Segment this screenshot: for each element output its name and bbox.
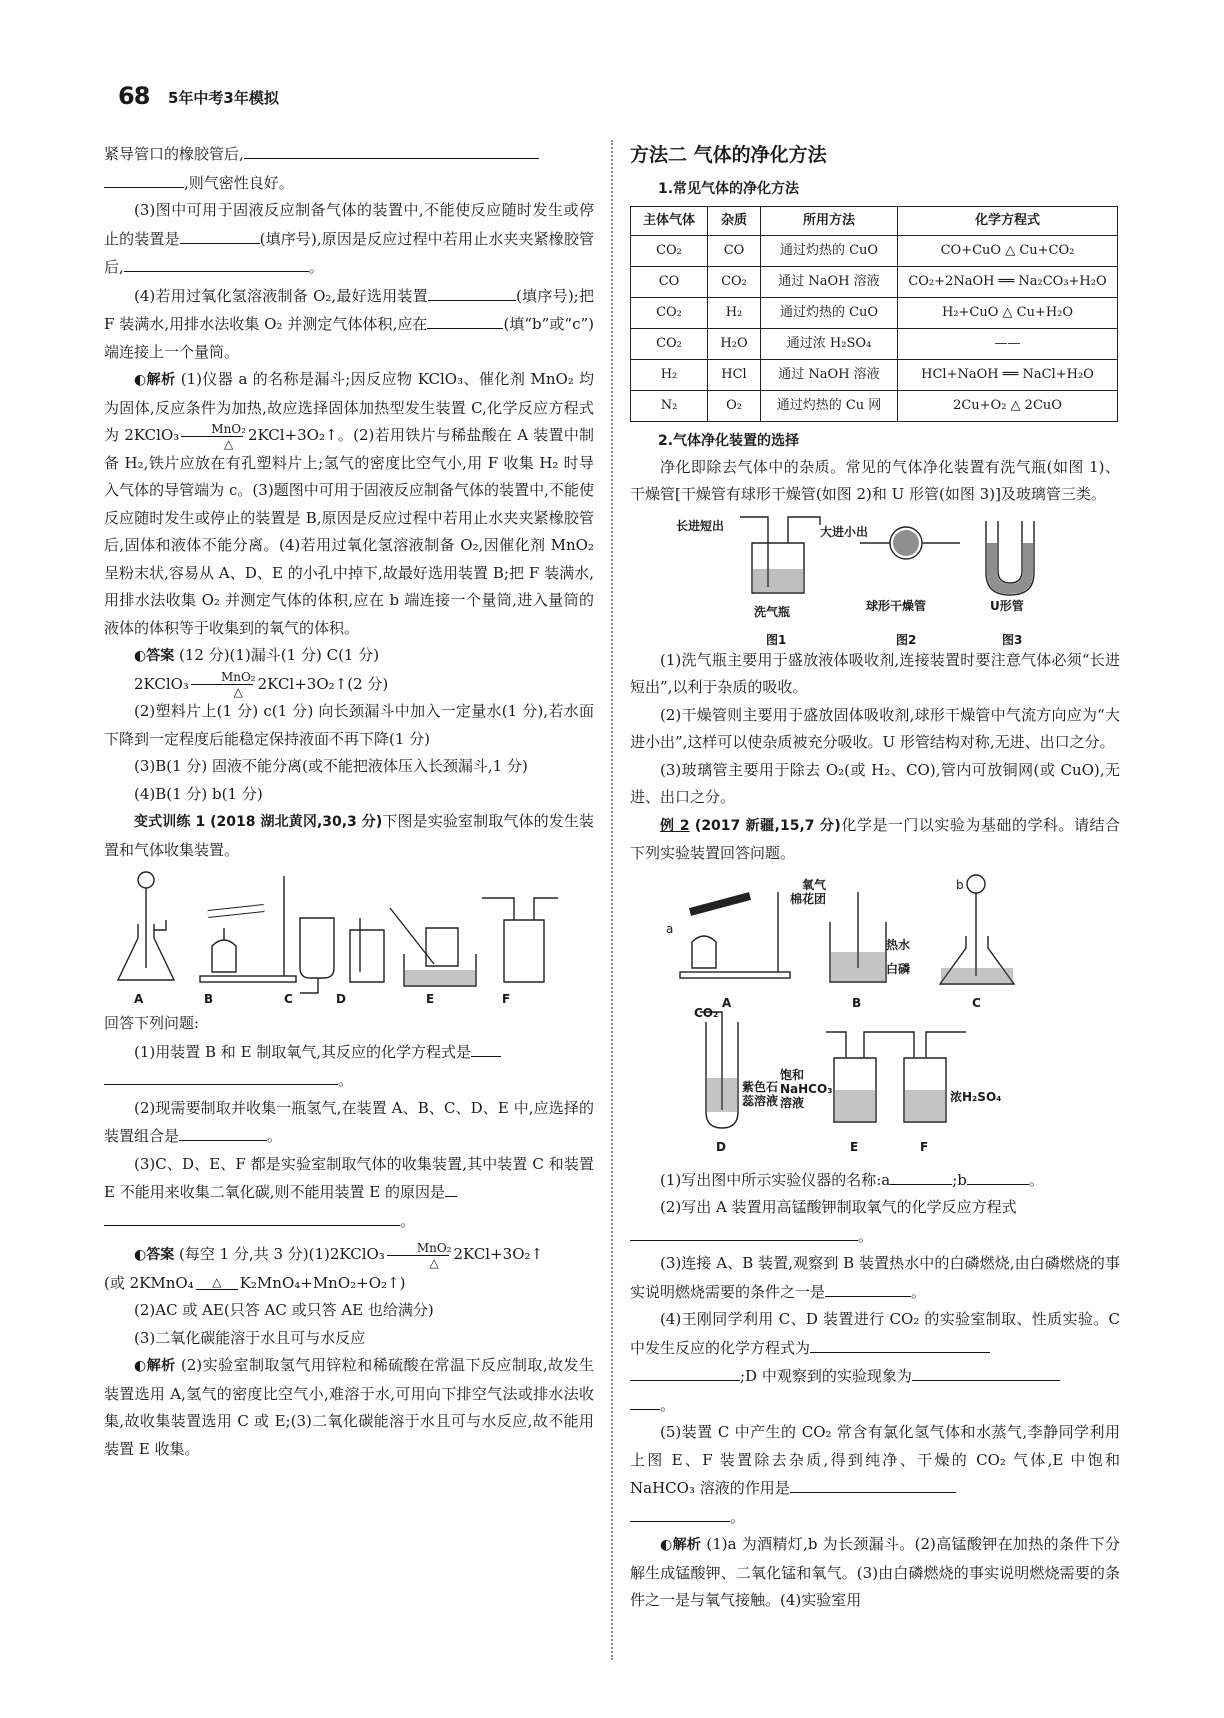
flow-label: 长进短出 bbox=[676, 518, 725, 533]
question-4 bbox=[104, 282, 594, 367]
variant-answer-3: (3)二氧化碳能溶于水且可与水反应 bbox=[134, 1328, 366, 1347]
analysis-label: ◐解析 bbox=[134, 1358, 176, 1374]
subsection-title: 1.常见气体的净化方法 bbox=[658, 181, 800, 197]
column-header: 化学方程式 bbox=[898, 207, 1118, 236]
figure-label: F bbox=[502, 992, 511, 1006]
figure-label: F bbox=[920, 1139, 929, 1154]
left-column bbox=[104, 140, 594, 1463]
text: 2KCl+3O₂↑。(2)若用铁片与稀盐酸在 A 装置中制备 H₂,铁片应放在有孔塑料片上;氢气的密度比空气小,用 F 收集 H₂ 时导入气体的导管端为 c。(3)题图中可用于固液反应制备气体的装置中,不能使反应随时发生或停止的装置是 B,原因是反应过程中若用止水夹夹紧橡胶管后,固体和液体不能分离。(4)若用过氧化氢溶液制备 O₂,因催化剂 MnO₂ 呈粉末状,容易从 A、D、E 的小孔中掉下,故最好选用装置 B;把 F 装满水,用排水法收集 O₂ 并测定气体的体积,应在 b 端连接一个量筒,进入量筒的液体的体积等于收集到的氧气的体积。 bbox=[104, 426, 595, 637]
variant-analysis: ◐解析 (2)实验室制取氢气用锌粒和稀硫酸在常温下反应制取,故发生装置选用 A,氢气的密度比空气小,难溶于水,可用向下排空气法或排水法收集,故收集装置选用 C 或 E;(3)二氧化碳能溶于水且可与水反应,故不能用装置 E 收集。 bbox=[104, 1356, 594, 1458]
example-q3: (3)连接 A、B 装置,观察到 B 装置热水中的白磷燃烧,由白磷燃烧的事实说明燃烧需要的条件之一是 。 bbox=[630, 1254, 1120, 1301]
subsection-title: 2.气体净化装置的选择 bbox=[658, 432, 800, 449]
answer-1 bbox=[104, 642, 594, 671]
text: (12 分)(1)漏斗(1 分) C(1 分) bbox=[179, 646, 380, 664]
figure-label: 浓H₂SO₄ bbox=[950, 1089, 1002, 1104]
answer-blank bbox=[630, 1503, 730, 1522]
cell: CO bbox=[708, 235, 761, 266]
variant-label: 变式训练 1 bbox=[134, 814, 206, 830]
figure-label: 白磷 bbox=[886, 961, 911, 976]
example-q5: (5)装置 C 中产生的 CO₂ 常含有氯化氢气体和水蒸气,李静同学利用上图 E、F 装置除去杂质,得到纯净、干燥的 CO₂ 气体,E 中饱和 NaHCO₃ 溶液的作用是 。 bbox=[630, 1423, 1120, 1526]
flow-label: 大进小出 bbox=[820, 524, 869, 539]
answer-blank bbox=[471, 1038, 501, 1057]
table-row bbox=[631, 297, 1118, 328]
cell: 通过浓 H₂SO₄ bbox=[761, 328, 898, 359]
figure-label: B bbox=[852, 995, 862, 1010]
table-row bbox=[631, 390, 1118, 421]
column-header: 主体气体 bbox=[631, 207, 708, 236]
variant-answer: ◐答案 (每空 1 分,共 3 分)(1)2KClO₃ $\frac{\text{MnO₂}}{\triangle}$ 2KCl+3O₂↑ bbox=[134, 1240, 544, 1270]
example-2: 例 2 (2017 新疆,15,7 分)化学是一门以实验为基础的学科。请结合下列实验装置回答问题。 bbox=[630, 815, 1120, 862]
gas-purification-table bbox=[630, 206, 1118, 422]
example-q1: (1)写出图中所示实验仪器的名称:a ;b 。 bbox=[630, 1166, 1120, 1195]
right-column bbox=[630, 140, 1120, 1615]
figure-label: C bbox=[284, 992, 293, 1006]
cell: 通过灼热的 CuO bbox=[761, 297, 898, 328]
variant-exercise bbox=[104, 808, 594, 864]
table-row bbox=[631, 266, 1118, 297]
figure-caption: U形管 bbox=[990, 598, 1024, 613]
paragraph: (1)洗气瓶主要用于盛放液体吸收剂,连接装置时要注意气体必须“长进短出”,以利于杂质的吸收。 bbox=[630, 650, 1120, 696]
cell: 通过灼热的 Cu 网 bbox=[761, 390, 898, 421]
answer-blank bbox=[912, 1362, 1060, 1381]
section-title: 方法二 气体的净化方法 bbox=[630, 144, 827, 166]
text: 下图是实验室制取气体的发生装置和气体收集装置。 bbox=[104, 812, 594, 859]
answer-blank bbox=[104, 1066, 338, 1085]
example-q2: (2)写出 A 装置用高锰酸钾制取氧气的化学反应方程式 。 bbox=[630, 1194, 1120, 1250]
figure-number: 图3 bbox=[1002, 632, 1023, 647]
figure-label: E bbox=[426, 992, 435, 1006]
table-row bbox=[631, 359, 1118, 390]
table-row bbox=[631, 328, 1118, 359]
figure-label: C bbox=[972, 995, 981, 1010]
text-line bbox=[104, 169, 594, 198]
example-analysis: ◐解析 (1)a 为酒精灯,b 为长颈漏斗。(2)高锰酸钾在加热的条件下分解生成锰酸钾、二氧化锰和氧气。(3)由白磷燃烧的事实说明燃烧需要的条件之一是与氧气接触。(4)实验室用 bbox=[630, 1535, 1121, 1609]
figure-label: a bbox=[666, 921, 674, 936]
example-q4: (4)王刚同学利用 C、D 装置进行 CO₂ 的实验室制取、性质实验。C 中发生反应的化学方程式为 ;D 中观察到的实验现象为 。 bbox=[630, 1310, 1120, 1414]
variant-answer-alt: (或 2KMnO₄ △ K₂MnO₄+MnO₂+O₂↑) bbox=[104, 1273, 406, 1292]
cell: 通过 NaOH 溶液 bbox=[761, 359, 898, 390]
answer-2: (2)塑料片上(1 分) c(1 分) 向长颈漏斗中加入一定量水(1 分),若水面下降到一定程度后能稳定保持液面不再下降(1 分) bbox=[104, 702, 594, 748]
cell: CO₂+2NaOH ══ Na₂CO₃+H₂O bbox=[898, 266, 1118, 297]
answer-blank bbox=[179, 1122, 267, 1141]
answer-equation: 2KClO₃ $\frac{\text{MnO₂}}{\triangle}$ 2KCl+3O₂↑(2 分) bbox=[134, 670, 389, 699]
answer-4: (4)B(1 分) b(1 分) bbox=[134, 784, 263, 803]
text: (填序号);把 F 装满水,用排水法收集 O₂ 并测定气体体积,应在 bbox=[104, 286, 594, 333]
text: 紧导管口的橡胶管后, bbox=[104, 145, 244, 163]
figure-label: 棉花团 bbox=[790, 891, 827, 906]
figure-label: E bbox=[850, 1139, 859, 1154]
column-divider bbox=[611, 140, 613, 1660]
figure-numbers bbox=[630, 627, 1120, 647]
example-source: (2017 新疆,15,7 分) bbox=[694, 817, 841, 834]
reaction-condition: $\frac{\text{MnO₂}}{\triangle}$ bbox=[387, 1242, 452, 1269]
reaction-condition: $\frac{\text{MnO₂}}{\triangle}$ bbox=[191, 671, 256, 698]
answer-blank bbox=[630, 1391, 660, 1410]
paragraph: (3)玻璃管主要用于除去 O₂(或 H₂、CO),管内可放铜网(或 CuO),无进、出口之分。 bbox=[630, 760, 1120, 806]
variant-source: (2018 湖北黄冈,30,3 分) bbox=[210, 814, 383, 830]
answer-blank bbox=[790, 1474, 956, 1493]
variant-q3: (3)C、D、E、F 都是实验室制取气体的收集装置,其中装置 C 和装置 E 不能用来收集二氧化碳,则不能用装置 E 的原因是 。 bbox=[104, 1154, 594, 1230]
answer-blank bbox=[810, 1334, 990, 1353]
figure-number: 图1 bbox=[766, 632, 787, 647]
cell: CO₂ bbox=[631, 297, 708, 328]
answer-blank bbox=[825, 1278, 911, 1297]
figure-number: 图2 bbox=[896, 632, 917, 647]
experiment-apparatus-figure bbox=[630, 872, 1120, 1162]
reaction-condition: △ bbox=[196, 1276, 238, 1291]
cell: —— bbox=[898, 328, 1118, 359]
figure-label: A bbox=[722, 995, 732, 1010]
variant-q2: (2)现需要制取并收集一瓶氢气,在装置 A、B、C、D、E 中,应选择的装置组合是 。 bbox=[104, 1098, 594, 1145]
figure-label: D bbox=[336, 992, 346, 1006]
apparatus-figure-a-to-f bbox=[104, 868, 594, 1006]
text: (填“b”或“c”)端连接上一个量筒。 bbox=[104, 315, 594, 361]
page-number: 68 bbox=[118, 82, 150, 110]
analysis-1 bbox=[104, 366, 594, 642]
answer-blank bbox=[630, 1222, 858, 1241]
figure-label: D bbox=[716, 1139, 726, 1154]
cell: H₂+CuO △ Cu+H₂O bbox=[898, 297, 1118, 328]
cell: HCl bbox=[708, 359, 761, 390]
figure-caption: 球形干燥管 bbox=[866, 598, 927, 613]
figure-label: 饱和NaHCO₃溶液 bbox=[780, 1067, 833, 1110]
answer-blank bbox=[630, 1362, 740, 1381]
answer-blank bbox=[428, 282, 516, 301]
cell: 2Cu+O₂ △ 2CuO bbox=[898, 390, 1118, 421]
figure-label: 氧气 bbox=[802, 877, 827, 892]
reaction-condition: $\frac{\text{MnO₂}}{\triangle}$ bbox=[181, 423, 246, 450]
figure-label: B bbox=[204, 992, 214, 1006]
answer-blank bbox=[104, 169, 184, 188]
text: (1)仪器 a 的名称是漏斗;因反应物 KClO₃、催化剂 MnO₂ 均为固体,反应条件为加热,故应选择固体加热型发生装置 C,化学反应方程式为 2KClO₃ bbox=[104, 370, 595, 444]
text: ,则气密性良好。 bbox=[184, 173, 294, 192]
example-label: 例 2 bbox=[660, 817, 690, 834]
question-3 bbox=[104, 197, 594, 282]
answer-3: (3)B(1 分) 固液不能分离(或不能把液体压入长颈漏斗,1 分) bbox=[134, 757, 528, 775]
cell: H₂ bbox=[631, 359, 708, 390]
purification-apparatus-figure bbox=[630, 513, 1120, 623]
answer-blank bbox=[124, 253, 309, 272]
text-line: 回答下列问题: bbox=[104, 1014, 200, 1032]
figure-label: 紫色石蕊溶液 bbox=[742, 1079, 779, 1108]
cell: HCl+NaOH ══ NaCl+H₂O bbox=[898, 359, 1118, 390]
cell: CO₂ bbox=[631, 328, 708, 359]
cell: CO₂ bbox=[631, 235, 708, 266]
cell: CO+CuO △ Cu+CO₂ bbox=[898, 235, 1118, 266]
table-row bbox=[631, 235, 1118, 266]
answer-label: ◐答案 bbox=[134, 648, 175, 664]
column-header: 所用方法 bbox=[761, 207, 898, 236]
answer-blank bbox=[445, 1178, 457, 1197]
figure-label: CO₂ bbox=[694, 1005, 719, 1020]
text-line bbox=[104, 140, 594, 169]
answer-blank bbox=[104, 1207, 400, 1226]
answer-blank bbox=[427, 310, 503, 329]
cell: 通过灼热的 CuO bbox=[761, 235, 898, 266]
answer-blank bbox=[180, 225, 260, 244]
paragraph: (2)干燥管则主要用于盛放固体吸收剂,球形干燥管中气流方向应为“大进小出”,这样可以使杂质被充分吸收。U 形管结构对称,无进、出口之分。 bbox=[630, 705, 1120, 751]
cell: CO bbox=[631, 266, 708, 297]
text: (3)图中可用于固液反应制备气体的装置中,不能使反应随时发生或停止的装置是 bbox=[104, 201, 594, 248]
cell: H₂O bbox=[708, 328, 761, 359]
cell: O₂ bbox=[708, 390, 761, 421]
paragraph: 净化即除去气体中的杂质。常见的气体净化装置有洗气瓶(如图 1)、干燥管[干燥管有球形干燥管(如图 2)和 U 形管(如图 3)]及玻璃管三类。 bbox=[630, 457, 1120, 503]
book-title: 5年中考3年模拟 bbox=[168, 89, 279, 107]
answer-label: ◐答案 bbox=[134, 1247, 175, 1263]
text: (4)若用过氧化氢溶液制备 O₂,最好选用装置 bbox=[134, 286, 428, 305]
analysis-label: ◐解析 bbox=[134, 372, 176, 388]
cell: N₂ bbox=[631, 390, 708, 421]
answer-blank bbox=[890, 1166, 952, 1185]
page-header bbox=[118, 82, 1128, 122]
variant-answer-2: (2)AC 或 AE(只答 AC 或只答 AE 也给满分) bbox=[134, 1301, 434, 1319]
cell: H₂ bbox=[708, 297, 761, 328]
column-header: 杂质 bbox=[708, 207, 761, 236]
table-header-row bbox=[631, 207, 1118, 236]
variant-q1: (1)用装置 B 和 E 制取氧气,其反应的化学方程式是 。 bbox=[104, 1038, 594, 1095]
analysis-label: ◐解析 bbox=[660, 1537, 702, 1553]
text: 。 bbox=[308, 258, 324, 276]
figure-caption: 洗气瓶 bbox=[754, 604, 791, 619]
figure-label: A bbox=[134, 992, 144, 1006]
cell: CO₂ bbox=[708, 266, 761, 297]
answer-blank bbox=[244, 140, 539, 159]
figure-label: 热水 bbox=[886, 937, 911, 952]
text: (填序号),原因是反应过程中若用止水夹夹紧橡胶管后, bbox=[104, 229, 594, 276]
answer-blank bbox=[967, 1166, 1029, 1185]
figure-label: b bbox=[956, 877, 964, 892]
cell: 通过 NaOH 溶液 bbox=[761, 266, 898, 297]
